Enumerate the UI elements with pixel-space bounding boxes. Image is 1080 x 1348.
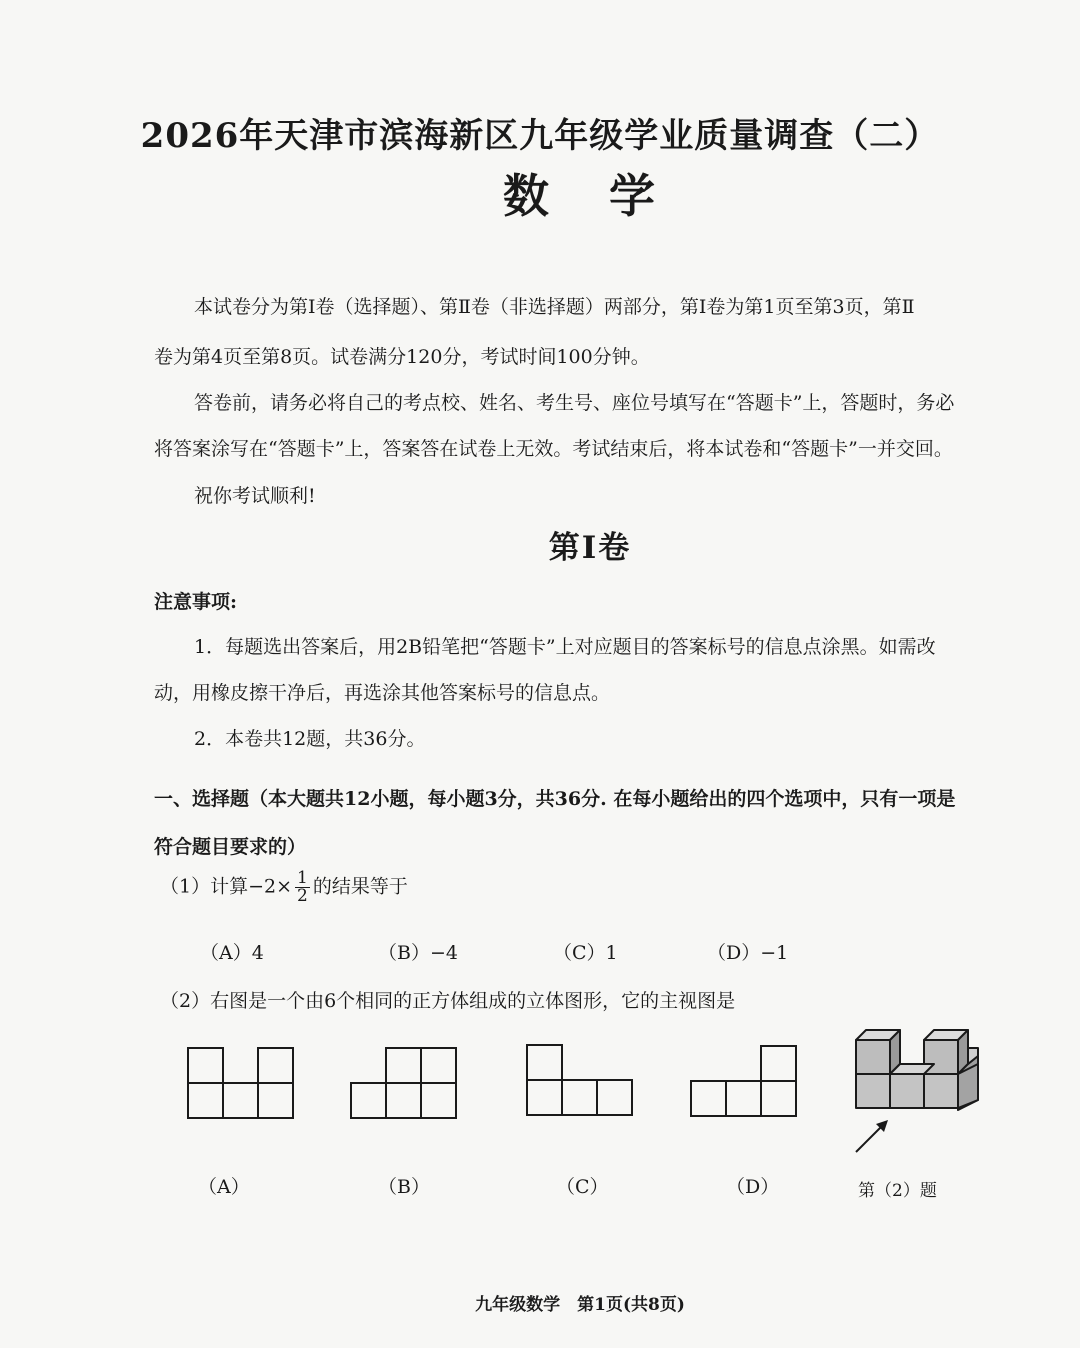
option-d-label: （D） <box>726 1176 780 1198</box>
option-c-label: （C） <box>556 1176 609 1198</box>
q1-option-c: （C）1 <box>553 942 618 964</box>
solid-figure-3d <box>840 1026 990 1156</box>
option-a-label: （A） <box>198 1176 250 1198</box>
intro-paragraph-1-line-2: 卷为第4页至第8页。试卷满分120分，考试时间100分钟。 <box>154 346 650 368</box>
note-2: 2．本卷共12题，共36分。 <box>194 728 426 750</box>
part-heading-line-2: 符合题目要求的） <box>154 836 307 858</box>
note-1-line-1: 1．每题选出答案后，用2B铅笔把“答题卡”上对应题目的答案标号的信息点涂黑。如需改 <box>194 636 936 658</box>
q1-option-d: （D）−1 <box>707 942 789 964</box>
q1-option-b: （B）−4 <box>378 942 458 964</box>
q1-option-a: （A）4 <box>200 942 264 964</box>
note-1-line-2: 动，用橡皮擦干净后，再选涂其他答案标号的信息点。 <box>154 682 611 704</box>
intro-paragraph-3: 祝你考试顺利! <box>194 485 316 507</box>
question-1-suffix: 的结果等于 <box>312 875 408 898</box>
section-title: 第Ⅰ卷 <box>548 530 632 566</box>
option-c-view-figure <box>525 1043 637 1119</box>
figure-caption: 第（2）题 <box>858 1181 937 1201</box>
page-footer: 九年级数学 第1页(共8页) <box>475 1295 685 1315</box>
exam-title: 2026年天津市滨海新区九年级学业质量调查（二） <box>140 116 940 156</box>
subject-title: 数 学 <box>502 169 677 223</box>
option-b-label: （B） <box>378 1176 430 1198</box>
part-heading-line-1: 一、选择题（本大题共12小题，每小题3分，共36分. 在每小题给出的四个选项中，只有一项是 <box>154 788 956 810</box>
option-a-view-figure <box>186 1046 298 1122</box>
fraction <box>295 870 310 905</box>
intro-paragraph-1-line-1: 本试卷分为第Ⅰ卷（选择题）、第Ⅱ卷（非选择题）两部分，第Ⅰ卷为第1页至第3页，第Ⅱ <box>194 296 915 318</box>
fraction-numerator: 1 <box>297 868 308 888</box>
notes-heading: 注意事项: <box>154 591 238 613</box>
intro-paragraph-2-line-1: 答卷前，请务必将自己的考点校、姓名、考生号、座位号填写在“答题卡”上，答题时，务必 <box>194 392 955 414</box>
option-d-view-figure <box>689 1044 801 1120</box>
question-2-stem: （2）右图是一个由6个相同的正方体组成的立体图形，它的主视图是 <box>160 990 736 1012</box>
question-1-prefix: （1）计算−2× <box>160 875 293 898</box>
option-b-view-figure <box>349 1046 461 1122</box>
question-1-stem <box>160 870 408 905</box>
fraction-denominator: 2 <box>297 886 308 906</box>
intro-paragraph-2-line-2: 将答案涂写在“答题卡”上，答案答在试卷上无效。考试结束后，将本试卷和“答题卡”一并交回。 <box>154 438 953 460</box>
